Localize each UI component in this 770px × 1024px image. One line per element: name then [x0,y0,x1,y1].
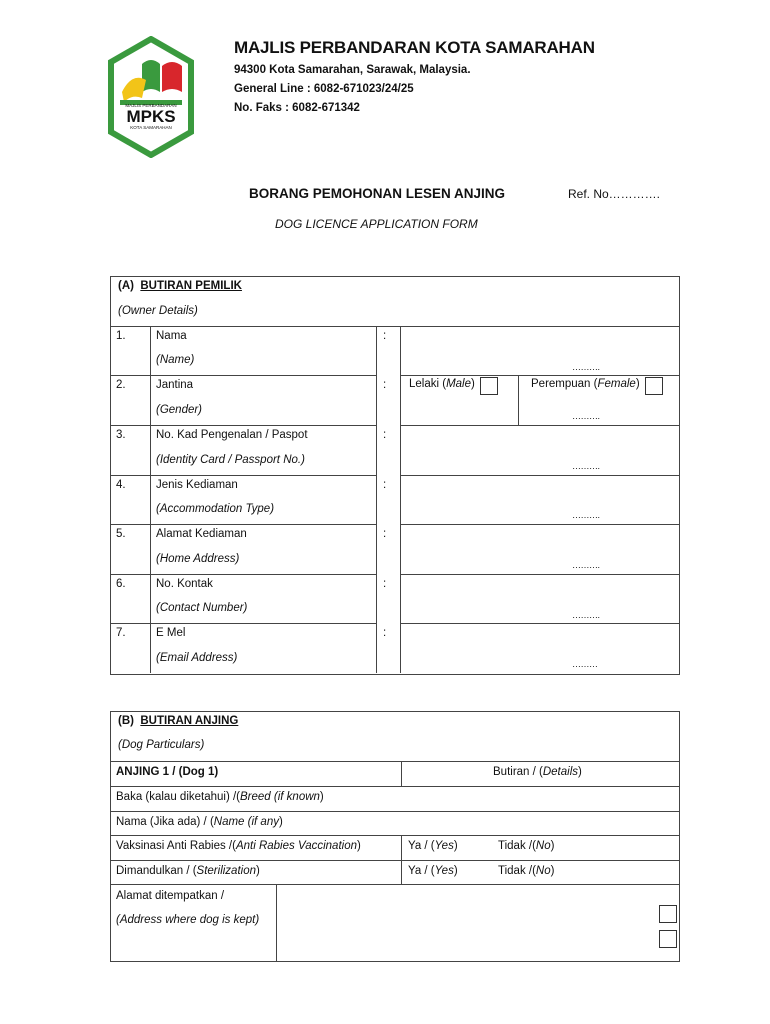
breed-label: Baka (kalau diketahui) /(Breed (if known) [116,791,324,803]
row-number: 6. [116,578,126,590]
row-number: 5. [116,528,126,540]
dog-address-checkbox-1[interactable] [659,905,677,923]
address-label: Alamat Kediaman [156,528,247,540]
accommodation-field[interactable]: ………. [572,510,600,520]
dog-address-label-en: (Address where dog is kept) [116,914,260,926]
name-field[interactable]: ………. [572,362,600,372]
row-number: 1. [116,330,126,342]
male-option-label: Lelaki (Male) [409,378,475,390]
vaccination-yes[interactable]: Ya / (Yes) [408,840,458,852]
row-number: 2. [116,379,126,391]
gender-label: Jantina [156,379,194,391]
name-label: Nama [156,330,187,342]
name-label-en: (Name) [156,354,195,366]
dog-address-label: Alamat ditempatkan / [116,890,225,902]
section-b-heading-en: (Dog Particulars) [118,739,205,751]
sterilization-yes[interactable]: Ya / (Yes) [408,865,458,877]
section-b-heading: (B) BUTIRAN ANJING [118,715,239,727]
ic-label-en: (Identity Card / Passport No.) [156,454,305,466]
accommodation-label-en: (Accommodation Type) [156,503,275,515]
colon: : [383,330,387,342]
row-number: 4. [116,479,126,491]
sterilization-label: Dimandulkan / (Sterilization) [116,865,260,877]
org-name: MAJLIS PERBANDARAN KOTA SAMARAHAN [234,38,595,57]
colon: : [383,379,387,391]
ic-field[interactable]: ………. [572,461,600,471]
email-label: E Mel [156,627,186,639]
form-title: BORANG PEMOHONAN LESEN ANJING [249,186,506,201]
address-field[interactable]: ………. [572,560,600,570]
email-label-en: (Email Address) [156,652,238,664]
ic-label: No. Kad Pengenalan / Paspot [156,429,308,441]
dog-address-checkbox-2[interactable] [659,930,677,948]
section-a-heading-en: (Owner Details) [118,305,198,317]
colon: : [383,528,387,540]
colon: : [383,578,387,590]
dog-name-label: Nama (Jika ada) / (Name (if any) [116,816,283,828]
colon: : [383,479,387,491]
colon: : [383,627,387,639]
section-a-heading: (A) BUTIRAN PEMILIK [118,280,242,292]
email-field[interactable]: ……… [572,659,598,669]
vaccination-label: Vaksinasi Anti Rabies /(Anti Rabies Vaccination) [116,840,361,852]
details-label: Butiran / (Details) [493,766,582,778]
female-checkbox[interactable] [645,377,663,395]
row-number: 3. [116,429,126,441]
colon: : [383,429,387,441]
row-number: 7. [116,627,126,639]
org-fax: No. Faks : 6082-671342 [234,102,360,114]
form-subtitle: DOG LICENCE APPLICATION FORM [275,217,478,231]
org-address: 94300 Kota Samarahan, Sarawak, Malaysia. [234,64,471,76]
contact-field[interactable]: ………. [572,610,600,620]
ref-no: Ref. No…………. [568,187,661,201]
gender-label-en: (Gender) [156,404,203,416]
logo-text: MPKS [126,107,176,126]
dog-1-label: ANJING 1 / (Dog 1) [116,766,219,778]
gender-field[interactable]: ………. [572,411,600,421]
vaccination-no[interactable]: Tidak /(No) [498,840,555,852]
logo-bottom-text: KOTA SAMARAHAN [130,125,172,130]
logo-top-text: MAJLIS PERBANDARAN [125,103,177,108]
contact-label: No. Kontak [156,578,213,590]
mpks-logo [108,36,194,158]
address-label-en: (Home Address) [156,553,240,565]
contact-label-en: (Contact Number) [156,602,248,614]
org-general-line: General Line : 6082-671023/24/25 [234,83,414,95]
sterilization-no[interactable]: Tidak /(No) [498,865,555,877]
female-option-label: Perempuan (Female) [531,378,640,390]
accommodation-label: Jenis Kediaman [156,479,238,491]
male-checkbox[interactable] [480,377,498,395]
